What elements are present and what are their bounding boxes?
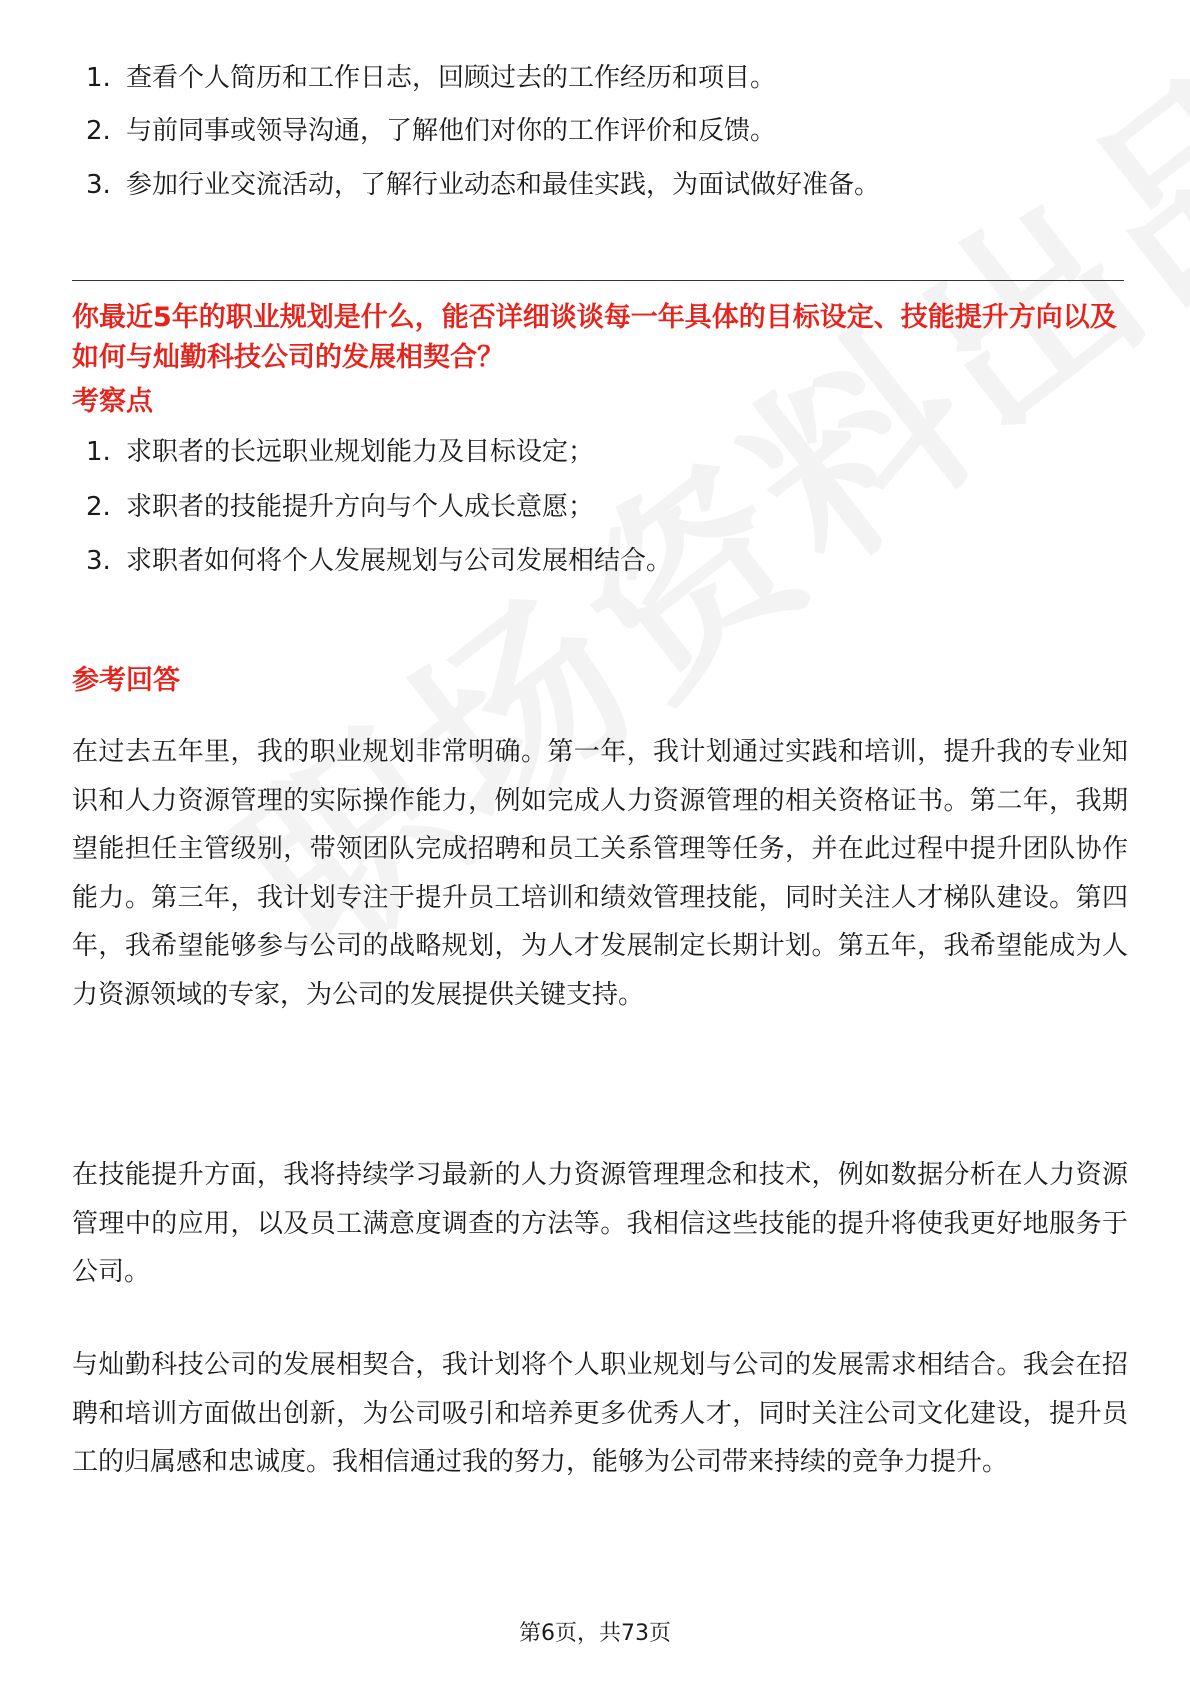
list-text: 求职者的技能提升方向与个人成长意愿； (126, 492, 595, 522)
list-number: 3. (86, 546, 111, 576)
list-item (86, 541, 672, 581)
list-item (86, 58, 776, 98)
list-text: 求职者的长远职业规划能力及目标设定； (126, 437, 595, 467)
section-divider (72, 280, 1124, 281)
assessment-label: 考察点 (72, 386, 153, 417)
list-item (86, 165, 880, 205)
list-number: 1. (86, 437, 111, 467)
answer-paragraph: 在技能提升方面，我将持续学习最新的人力资源管理理念和技术，例如数据分析在人力资源管理中的应用，以及员工满意度调查的方法等。我相信这些技能的提升将使我更好地服务于公司。 (72, 1160, 1128, 1287)
list-text: 与前同事或领导沟通，了解他们对你的工作评价和反馈。 (126, 116, 777, 146)
list-item (86, 487, 594, 527)
list-item (86, 432, 594, 472)
answer-paragraph: 与灿勤科技公司的发展相契合，我计划将个人职业规划与公司的发展需求相结合。我会在招聘和培训方面做出创新，为公司吸引和培养更多优秀人才，同时关注公司文化建设，提升员工的归属感和忠诚度。我相信通过我的努力，能够为公司带来持续的竞争力提升。 (72, 1350, 1128, 1477)
list-text: 查看个人简历和工作日志，回顾过去的工作经历和项目。 (126, 63, 777, 93)
list-number: 3. (86, 170, 111, 200)
question-heading: 你最近5年的职业规划是什么，能否详细谈谈每一年具体的目标设定、技能提升方向以及如何与灿勤科技公司的发展相契合？ (72, 302, 1117, 373)
list-text: 求职者如何将个人发展规划与公司发展相结合。 (126, 546, 673, 576)
answer-label: 参考回答 (72, 665, 180, 696)
page-number-footer: 第6页，共73页 (519, 1621, 671, 1646)
list-number: 2. (86, 116, 111, 146)
list-item (86, 111, 776, 151)
list-text: 参加行业交流活动，了解行业动态和最佳实践，为面试做好准备。 (126, 170, 881, 200)
answer-paragraph: 在过去五年里，我的职业规划非常明确。第一年，我计划通过实践和培训，提升我的专业知识和人力资源管理的实际操作能力，例如完成人力资源管理的相关资格证书。第二年，我期望能担任主管级别，带领团队完成招聘和员工关系管理等任务，并在此过程中提升团队协作能力。第三年，我计划专注于提升员工培训和绩效管理技能，同时关注人才梯队建设。第四年，我希望能够参与公司的战略规划，为人才发展制定长期计划。第五年，我希望能成为人力资源领域的专家，为公司的发展提供关键支持。 (72, 737, 1128, 1010)
list-number: 2. (86, 492, 111, 522)
list-number: 1. (86, 63, 111, 93)
